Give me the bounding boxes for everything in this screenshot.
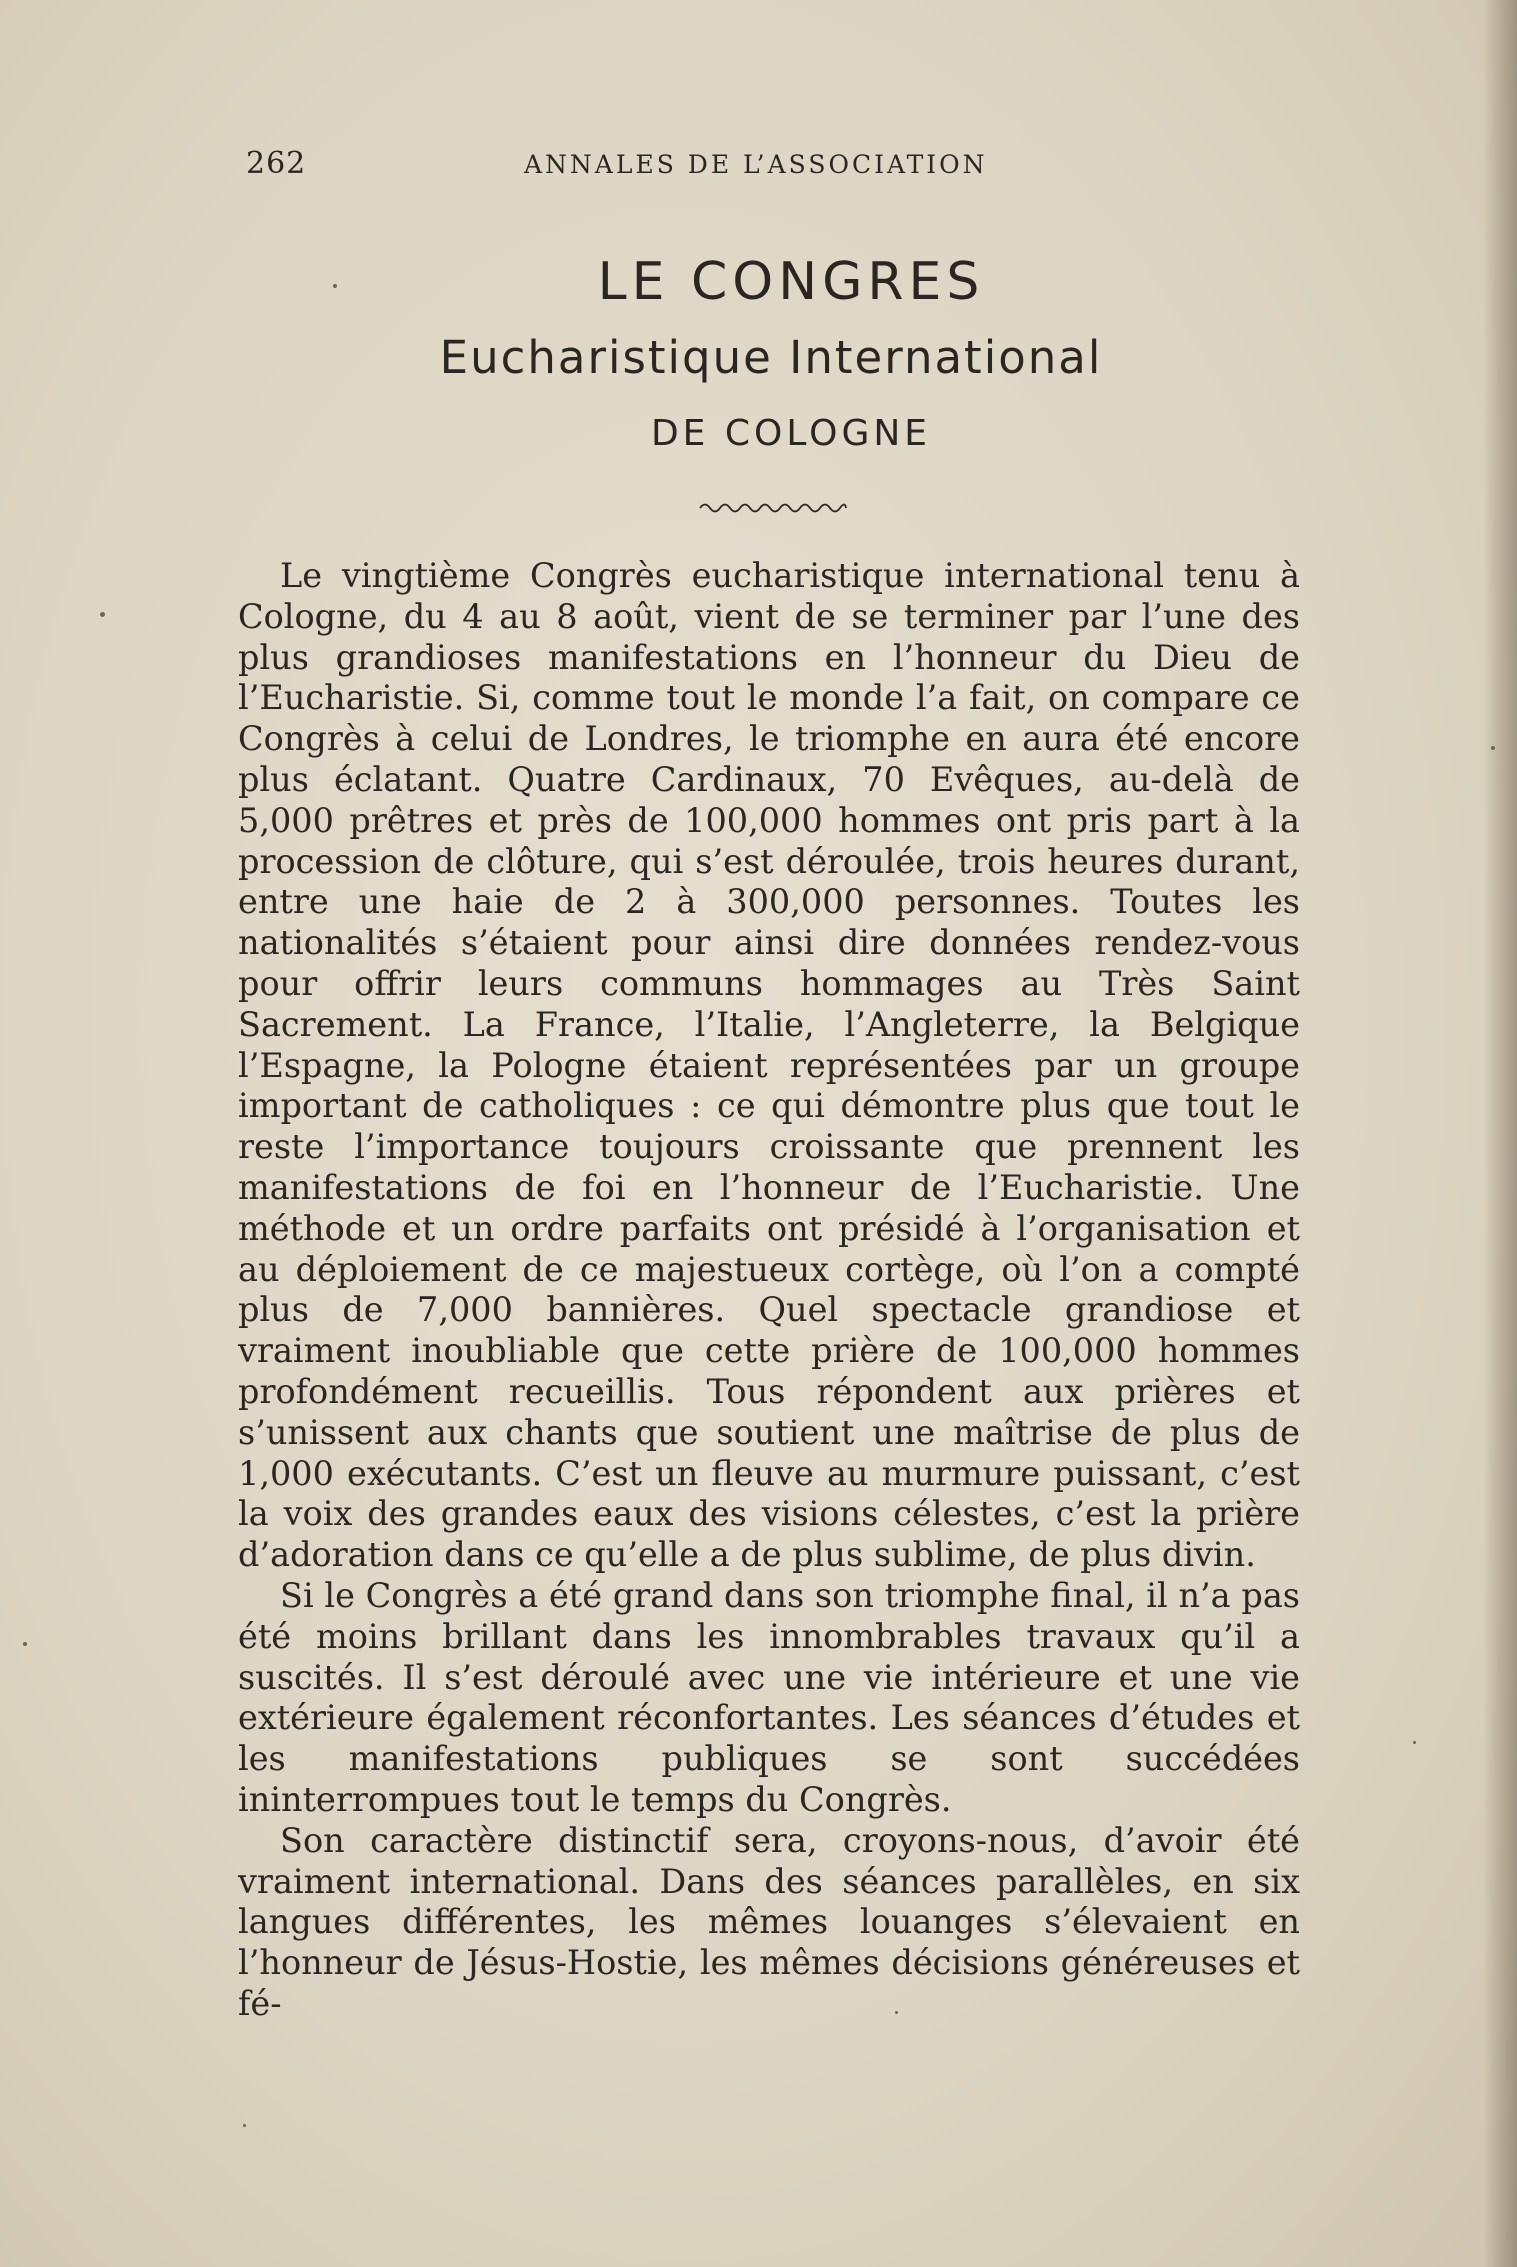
paragraph-1: Le vingtième Congrès eucharistique international tenu à Cologne, du 4 au 8 août, vient de se terminer par l’une des plus grandioses manifestations en l’honneur du Dieu de l’Eucharistie. Si, comme tout le monde l’a fait, on compare ce Congrès à celui de Londres, le triomphe en aura été encore plus éclatant. Quatre Cardinaux, 70 Evêques, au-delà de 5,000 prêtres et près de 100,000 hommes ont pris part à la procession de clôture, qui s’est déroulée, trois heures durant, entre une haie de 2 à 300,000 personnes. Toutes les nationalités s’étaient pour ainsi dire données rendez-vous pour offrir leurs communs hommages au Très Saint Sacrement. La France, l’Italie, l’Angleterre, la Belgique l’Espagne, la Pologne étaient représentées par un groupe important de catholiques : ce qui démontre plus que tout le reste l’importance toujours croissante que prennent les manifestations de foi en l’honneur de l’Eucharistie. Une méthode et un ordre parfaits ont présidé à l’organisation et au déploiement de ce majestueux cortège, où l’on a compté plus de 7,000 bannières. Quel spectacle grandiose et vraiment inoubliable que cette prière de 100,000 hommes profondément recueillis. Tous répondent aux prières et s’unissent aux chants que soutient une maîtrise de plus de 1,000 exécutants. C’est un fleuve au murmure puissant, c’est la voix des grandes eaux des visions célestes, c’est la prière d’adoration dans ce qu’elle a de plus sublime, de plus divin. [238,556,1300,1575]
article-body [238,556,1300,2025]
article-title-block [246,248,1296,464]
journal-title: ANNALES DE L’ASSOCIATION [524,150,988,179]
page-gutter-shadow [1483,0,1517,2267]
article-place: DE COLOGNE [650,413,932,454]
paragraph-2: Si le Congrès a été grand dans son triomphe final, il n’a pas été moins brillant dans les innombrables travaux qu’il a suscités. Il s’est déroulé avec une vie intérieure et une vie extérieure également réconfortantes. Les séances d’études et les manifestations publiques se sont succédées ininterrompues tout le temps du Congrès. [238,1575,1300,1819]
page-number: 262 [246,146,307,181]
paragraph-3: Son caractère distinctif sera, croyons-nous, d’avoir été vraiment international. Dans des séances parallèles, en six langues différentes, les mêmes louanges s’élevaient en l’honneur de Jésus-Hostie, les mêmes décisions généreuses et fé- [238,1820,1300,2023]
wavy-divider-ornament [698,496,848,516]
article-title: LE CONGRES [597,252,985,312]
article-subtitle: Eucharistique International [439,331,1103,384]
running-head [246,146,1296,186]
